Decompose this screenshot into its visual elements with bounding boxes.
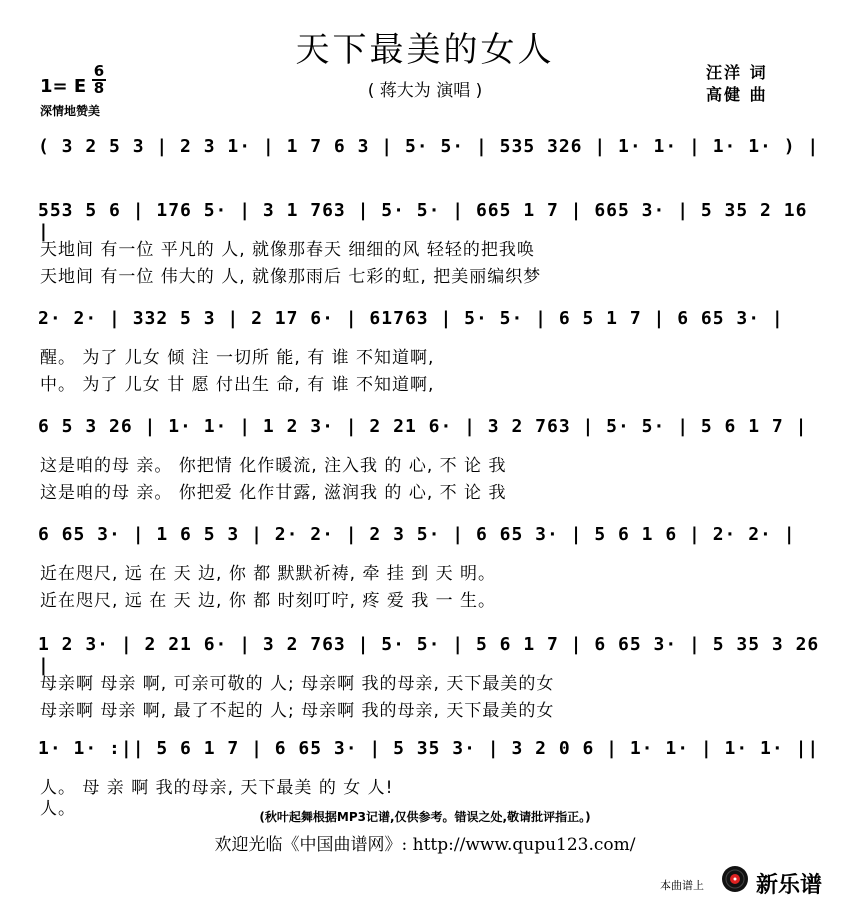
site-logo: 新乐谱 [756, 873, 823, 898]
lyric-verse-1: 这是咱的母 亲。 你把情 化作暖流, 注入我 的 心, 不 论 我 [40, 456, 507, 476]
composer-credit: 高健 曲 [706, 85, 768, 104]
music-notation: 553 5 6 | 176 5· | 3 1 763 | 5· 5· | 665 1 7 | 665 3· | 5 35 2 16 | [38, 200, 808, 242]
lyric-verse-2: 母亲啊 母亲 啊, 最了不起的 人; 母亲啊 我的母亲, 天下最美的女 [40, 701, 555, 721]
meter-top: 6 [93, 62, 105, 80]
lyric-verse-1: 天地间 有一位 平凡的 人, 就像那春天 细细的风 轻轻的把我唤 [40, 240, 535, 260]
lyric-verse-1: 母亲啊 母亲 啊, 可亲可敬的 人; 母亲啊 我的母亲, 天下最美的女 [40, 674, 555, 694]
lyricist-credit: 汪洋 词 [706, 63, 768, 82]
transcriber-note: (秋叶起舞根据MP3记谱,仅供参考。错误之处,敬请批评指正。) [259, 810, 591, 824]
time-signature [92, 64, 106, 96]
website-welcome: 欢迎光临《中国曲谱网》: http://www.qupu123.com/ [214, 835, 636, 855]
music-notation: 1· 1· :|| 5 6 1 7 | 6 65 3· | 5 35 3· | 3 2 0 6 | 1· 1· | 1· 1· || [38, 738, 820, 759]
lyric-verse-2: 天地间 有一位 伟大的 人, 就像那雨后 七彩的虹, 把美丽编织梦 [40, 267, 542, 287]
music-notation: 1 2 3· | 2 21 6· | 3 2 763 | 5· 5· | 5 6 1 7 | 6 65 3· | 5 35 3 26 | [38, 634, 820, 676]
music-notation: 6 5 3 26 | 1· 1· | 1 2 3· | 2 21 6· | 3 2 763 | 5· 5· | 5 6 1 7 | [38, 416, 808, 437]
lyric-verse-2: 近在咫尺, 远 在 天 边, 你 都 时刻叮咛, 疼 爱 我 一 生。 [40, 591, 497, 611]
song-title: 天下最美的女人 [295, 30, 555, 70]
key-signature: 1= E [40, 76, 87, 97]
music-notation: 6 65 3· | 1 6 5 3 | 2· 2· | 2 3 5· | 6 65 3· | 5 6 1 6 | 2· 2· | [38, 524, 796, 545]
lyric-verse-1: 醒。 为了 儿女 倾 注 一切所 能, 有 谁 不知道啊, [40, 348, 435, 368]
singer-line: ( 蒋大为 演唱 ) [367, 81, 483, 101]
lyric-verse-2: 中。 为了 儿女 甘 愿 付出生 命, 有 谁 不知道啊, [40, 375, 435, 395]
watermark-text: 本曲谱上 [660, 879, 704, 892]
expression-marking: 深情地赞美 [40, 104, 101, 118]
lyric-verse-2: 人。 [40, 799, 76, 819]
lyric-verse-1: 近在咫尺, 远 在 天 边, 你 都 默默祈祷, 牵 挂 到 天 明。 [40, 564, 497, 584]
lyric-verse-2: 这是咱的母 亲。 你把爱 化作甘露, 滋润我 的 心, 不 论 我 [40, 483, 507, 503]
music-notation: 2· 2· | 332 5 3 | 2 17 6· | 61763 | 5· 5· | 6 5 1 7 | 6 65 3· | [38, 308, 784, 329]
music-notation: ( 3 2 5 3 | 2 3 1· | 1 7 6 3 | 5· 5· | 535 326 | 1· 1· | 1· 1· ) | [38, 136, 820, 157]
vinyl-record-icon [721, 865, 749, 893]
lyric-verse-1: 人。 母 亲 啊 我的母亲, 天下最美 的 女 人! [40, 778, 394, 798]
meter-bottom: 8 [93, 79, 105, 97]
